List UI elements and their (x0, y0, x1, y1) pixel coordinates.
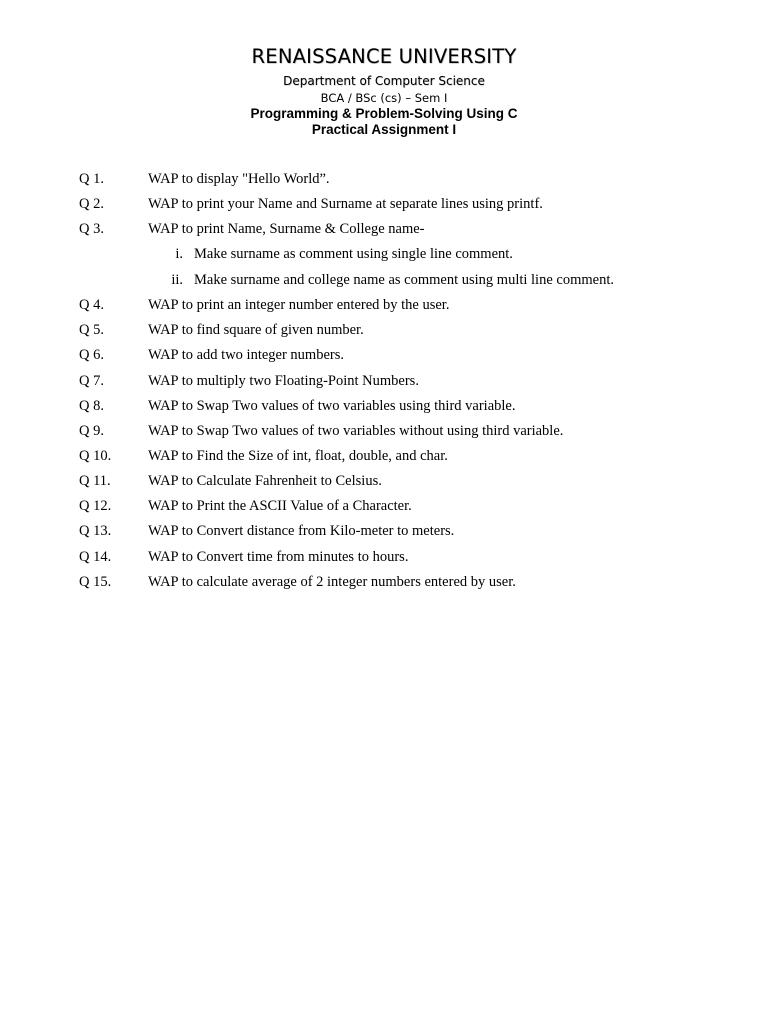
question-text: WAP to print an integer number entered by the user. (148, 297, 450, 313)
question-text: WAP to add two integer numbers. (148, 347, 344, 363)
assignment-title: Practical Assignment I (311, 122, 457, 137)
question-row-11 (0, 470, 768, 492)
question-text: WAP to Convert time from minutes to hours. (148, 549, 409, 565)
question-row-7 (0, 370, 768, 392)
question-row-14 (0, 546, 768, 568)
university-name: RENAISSANCE UNIVERSITY (251, 45, 517, 68)
question-row-12 (0, 495, 768, 517)
subject-title: Programming & Problem-Solving Using C (250, 106, 518, 121)
question-text: WAP to Swap Two values of two variables without using third variable. (148, 423, 564, 439)
question-text: WAP to Convert distance from Kilo-meter to meters. (148, 523, 455, 539)
question-number: Q 5. (79, 322, 104, 338)
question-number: Q 15. (79, 574, 112, 590)
question-number: Q 9. (79, 423, 104, 439)
question-row-6 (0, 344, 768, 366)
sub-item-row-i (0, 243, 768, 265)
question-number: Q 6. (79, 347, 104, 363)
sub-item-number: ii. (171, 272, 183, 288)
question-number: Q 14. (79, 549, 112, 565)
question-text: WAP to calculate average of 2 integer numbers entered by user. (148, 574, 516, 590)
question-number: Q 7. (79, 373, 104, 389)
question-row-10 (0, 445, 768, 467)
question-row-5 (0, 319, 768, 341)
question-row-15 (0, 571, 768, 593)
department-name: Department of Computer Science (283, 74, 485, 88)
question-row-3 (0, 218, 768, 240)
question-text: WAP to multiply two Floating-Point Numbers. (148, 373, 419, 389)
question-text: WAP to find square of given number. (148, 322, 364, 338)
question-row-13 (0, 520, 768, 542)
question-number: Q 2. (79, 196, 104, 212)
question-text: WAP to Calculate Fahrenheit to Celsius. (148, 473, 382, 489)
question-row-8 (0, 395, 768, 417)
course-line: BCA / BSc (cs) – Sem I (320, 91, 448, 105)
question-number: Q 12. (79, 498, 112, 514)
sub-item-row-ii (0, 269, 768, 291)
question-text: WAP to display "Hello World”. (148, 171, 330, 187)
question-number: Q 3. (79, 221, 104, 237)
sub-item-number: i. (175, 246, 183, 262)
question-number: Q 13. (79, 523, 112, 539)
question-number: Q 11. (79, 473, 111, 489)
question-text: WAP to print Name, Surname & College name- (148, 221, 425, 237)
question-row-1 (0, 168, 768, 190)
question-text: WAP to print your Name and Surname at separate lines using printf. (148, 196, 543, 212)
question-number: Q 1. (79, 171, 104, 187)
question-row-2 (0, 193, 768, 215)
question-text: WAP to Swap Two values of two variables using third variable. (148, 398, 516, 414)
question-text: WAP to Find the Size of int, float, double, and char. (148, 448, 448, 464)
question-number: Q 8. (79, 398, 104, 414)
question-number: Q 10. (79, 448, 112, 464)
sub-item-text: Make surname and college name as comment using multi line comment. (194, 272, 614, 288)
sub-item-text: Make surname as comment using single line comment. (194, 246, 513, 262)
question-row-4 (0, 294, 768, 316)
question-row-9 (0, 420, 768, 442)
question-number: Q 4. (79, 297, 104, 313)
question-text: WAP to Print the ASCII Value of a Character. (148, 498, 412, 514)
